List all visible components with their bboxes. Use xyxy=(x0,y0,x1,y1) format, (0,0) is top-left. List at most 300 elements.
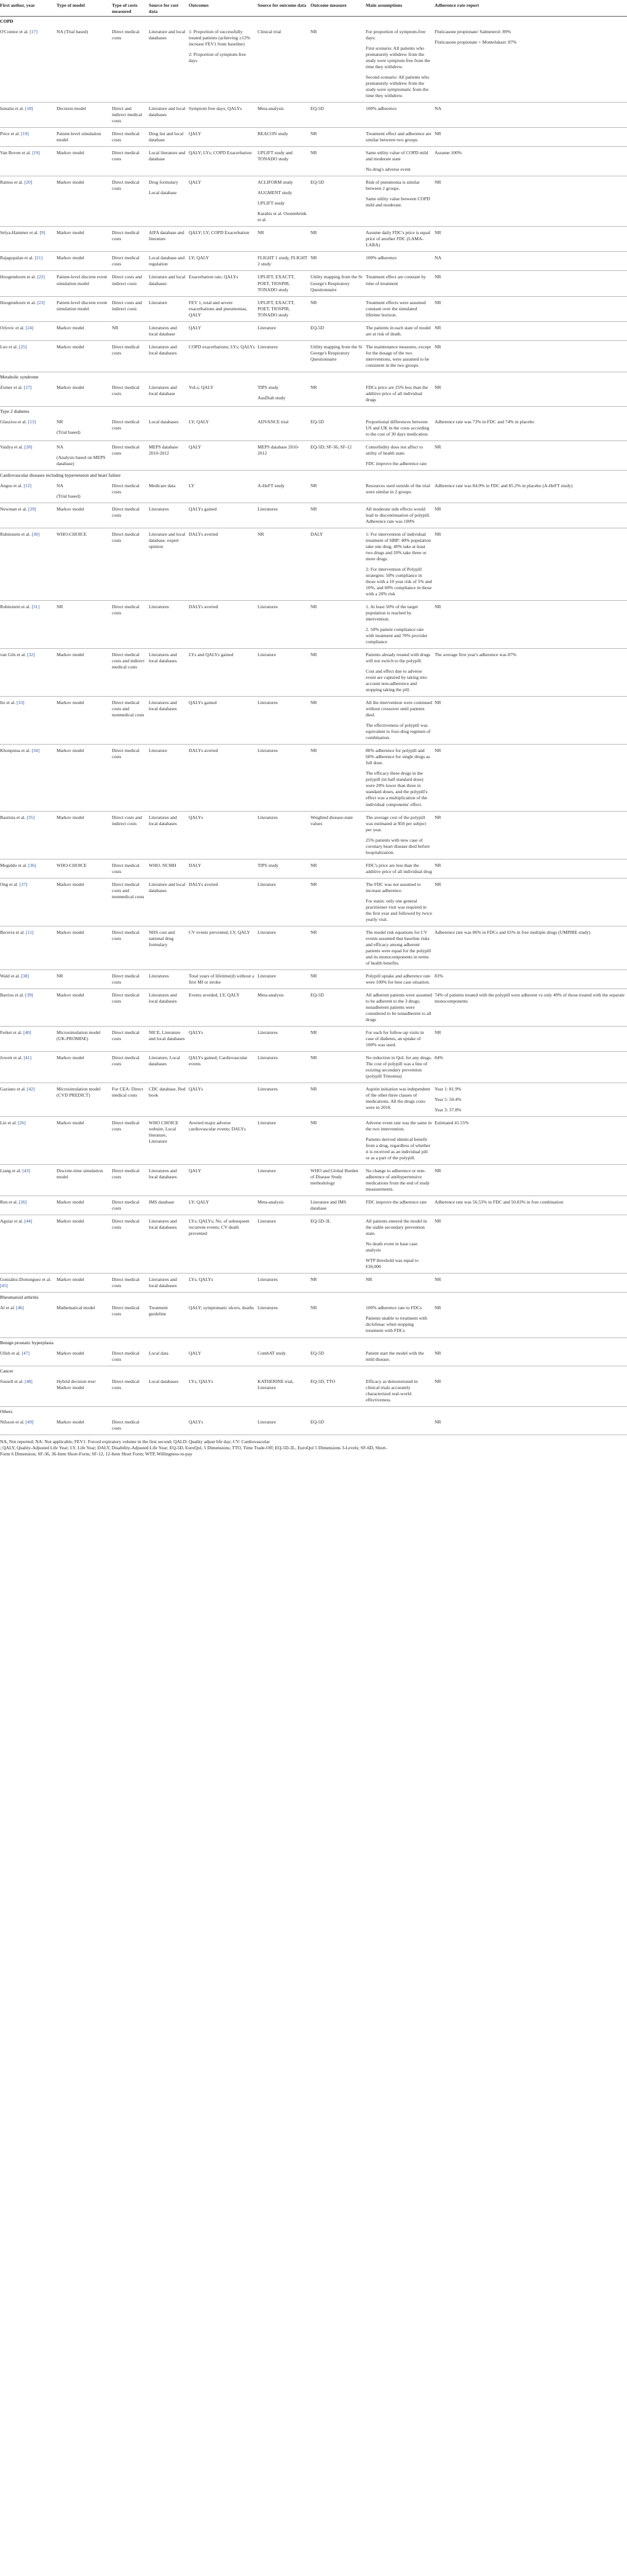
table-cell xyxy=(366,321,435,340)
reference-link[interactable]: [45] xyxy=(0,1283,8,1289)
cell-paragraph: QALY xyxy=(189,131,202,137)
table-cell xyxy=(258,1196,310,1215)
author-name: Ito et al. xyxy=(0,700,17,706)
table-cell xyxy=(57,147,112,176)
table-cell xyxy=(366,811,435,859)
table-cell xyxy=(112,321,149,340)
reference-link[interactable]: [41] xyxy=(23,1054,32,1060)
cell-paragraph: Fluticasone propionate + Montelukast: 87% xyxy=(435,39,517,45)
cell-paragraph: QALYs xyxy=(189,1419,203,1425)
table-cell xyxy=(149,697,189,745)
table-cell xyxy=(310,128,366,147)
cell-paragraph: FEV 1, total and severe exacerbations and pneumonias, QALY xyxy=(189,299,248,318)
cell-paragraph: Literatures and local database xyxy=(149,384,177,396)
cell-paragraph: LYs; QALYs; No. of subsequent recurrent events; CV death prevented xyxy=(189,1218,250,1237)
cell-paragraph: Markov model xyxy=(57,179,84,186)
cell-paragraph: QALY; symptomatic ulcers, deaths xyxy=(189,1305,254,1311)
cell-paragraph: NR xyxy=(435,131,441,137)
cell-paragraph: NR xyxy=(310,881,317,887)
reference-link[interactable]: [25] xyxy=(18,343,27,350)
reference-link[interactable]: [13] xyxy=(28,418,36,425)
reference-link[interactable]: [11] xyxy=(26,929,34,935)
reference-link[interactable]: [37] xyxy=(19,881,28,887)
table-cell xyxy=(310,416,366,441)
cell-paragraph: NA xyxy=(435,255,441,261)
reference-link[interactable]: [47] xyxy=(22,1350,30,1356)
table-cell xyxy=(258,103,310,128)
cell-paragraph: Literatures and local databases xyxy=(149,992,177,1004)
cell-paragraph: 1: Proportion of successfully treated patients (achieving ≥12% increase FEV1 from baseline) xyxy=(189,29,251,47)
table-cell xyxy=(189,416,258,441)
table-cell xyxy=(149,1165,189,1196)
cell-paragraph: Markov model xyxy=(57,992,84,998)
cell-paragraph: No change to adherence or non-adherence of antihypertensive medications from the end of study measurements. xyxy=(366,1168,430,1192)
table-row xyxy=(0,503,627,528)
table-cell xyxy=(310,271,366,296)
table-cell xyxy=(112,382,149,407)
cell-paragraph: NR xyxy=(435,1350,441,1356)
reference-link[interactable]: [22] xyxy=(37,274,45,280)
cell-paragraph: Year 3: 37.8% xyxy=(435,1107,462,1113)
section-heading-row xyxy=(0,1293,627,1302)
table-cell xyxy=(189,601,258,649)
cell-paragraph: The FDC was not assumed to increase adherence. xyxy=(366,881,421,893)
cell-paragraph: Patients derived identical benefit from a drug, regardless of whether it is received as an individual pill or as a part of the polypill. xyxy=(366,1137,431,1161)
cell-paragraph: QALY xyxy=(189,324,202,331)
table-row xyxy=(0,1196,627,1215)
reference-link[interactable]: [34] xyxy=(31,748,40,754)
cell-paragraph: All the intervention were continued without crossover until patients died. xyxy=(366,700,432,718)
cell-paragraph: NR xyxy=(57,604,63,610)
cell-paragraph: 25% patients with new case of coronary heart disease died before hospitalization. xyxy=(366,837,430,855)
cell-paragraph: Direct and indirect medical costs xyxy=(112,106,143,124)
table-cell xyxy=(112,103,149,128)
table-cell xyxy=(149,147,189,176)
table-cell xyxy=(149,321,189,340)
cell-paragraph: Direct medical costs and nonmedical costs xyxy=(112,881,144,899)
cell-paragraph: No death event in base case analysis xyxy=(366,1241,418,1253)
cell-paragraph: NR xyxy=(310,1120,317,1126)
table-cell xyxy=(366,1117,435,1165)
cell-paragraph: 2. 50% patient compliance rate with treatment and 70% provider compliance xyxy=(366,627,428,645)
cell-paragraph: Literatures xyxy=(258,700,278,706)
author-name: Khonputsa et al. xyxy=(0,748,32,754)
cell-paragraph: Mathematical model xyxy=(57,1305,95,1311)
cell-paragraph: NR xyxy=(310,1054,317,1060)
author-cell xyxy=(0,147,57,176)
reference-link[interactable]: [12] xyxy=(23,482,32,488)
cell-paragraph: The efficacy three drugs in the polypill (in half standard dose) were 20% lower than three in standard doses, and the polypill's effect was a multiplication of the individual components' effect. xyxy=(366,770,428,807)
table-row xyxy=(0,1083,627,1117)
cell-paragraph: Direct medical costs xyxy=(112,1120,140,1132)
table-cell xyxy=(435,1165,627,1196)
table-cell xyxy=(258,128,310,147)
cell-paragraph: LYs; QALYs xyxy=(189,1378,213,1384)
table-cell xyxy=(435,1117,627,1165)
table-cell xyxy=(366,271,435,296)
table-cell xyxy=(112,1196,149,1215)
table-row xyxy=(0,296,627,321)
table-cell xyxy=(57,1196,112,1215)
table-cell xyxy=(366,859,435,878)
reference-link[interactable]: [19] xyxy=(32,150,40,156)
cell-paragraph: Direct medical costs xyxy=(112,384,140,396)
cell-paragraph: FDC improve the adherence rate xyxy=(366,460,427,466)
author-cell xyxy=(0,1376,57,1407)
reference-link[interactable]: [43] xyxy=(22,1168,30,1174)
author-name: Megiddo et al. xyxy=(0,862,28,868)
reference-link[interactable]: [17] xyxy=(30,29,37,35)
table-cell xyxy=(435,1215,627,1274)
cell-paragraph: QALY xyxy=(189,1350,202,1356)
cell-paragraph: COPD exacerbations; LYs; QALYs xyxy=(189,343,255,350)
table-cell xyxy=(258,1347,310,1366)
table-cell xyxy=(435,1416,627,1435)
table-cell xyxy=(189,480,258,503)
cell-paragraph: The effectiveness of polypill was equivalent to four-drug regimen of combination. xyxy=(366,722,431,741)
cell-paragraph: Exacerbation rate, QALYs xyxy=(189,274,239,280)
cell-paragraph: Direct medical costs xyxy=(112,179,140,192)
cell-paragraph: FLIGHT 1 study, FLIGHT 2 study xyxy=(258,255,308,267)
reference-link[interactable]: [29] xyxy=(28,506,36,512)
cell-paragraph: FDC improve the adherence rate xyxy=(366,1199,427,1205)
cell-paragraph: Medicare data xyxy=(149,482,176,488)
cell-paragraph: Literatures xyxy=(149,604,169,610)
cell-paragraph: Direct medical costs xyxy=(112,1305,140,1317)
cell-paragraph: LY; QALY xyxy=(189,1199,210,1205)
table-cell xyxy=(112,227,149,252)
cell-paragraph: The average cost of the polypill was estimated at $50 per subject per year. xyxy=(366,814,427,832)
table-cell xyxy=(435,811,627,859)
table-cell xyxy=(258,1165,310,1196)
cell-paragraph: NR xyxy=(435,1305,441,1311)
cell-paragraph: Literatures xyxy=(258,814,278,820)
table-cell xyxy=(310,1196,366,1215)
table-cell xyxy=(435,176,627,227)
reference-link[interactable]: [31] xyxy=(31,604,40,610)
cell-paragraph: Literatures and local databases xyxy=(149,652,177,664)
table-cell xyxy=(112,969,149,989)
table-cell xyxy=(366,480,435,503)
reference-link[interactable]: [46] xyxy=(16,1305,24,1311)
reference-link[interactable]: [9] xyxy=(39,230,45,236)
table-cell xyxy=(366,128,435,147)
author-cell xyxy=(0,1347,57,1366)
section-title: COPD xyxy=(0,18,14,25)
table-cell xyxy=(310,296,366,321)
cell-paragraph: AUGMENT study xyxy=(258,190,293,196)
table-cell xyxy=(189,271,258,296)
table-cell xyxy=(149,926,189,969)
cell-paragraph: EQ-5D; SF-36; SF-12 xyxy=(310,444,352,450)
author-cell xyxy=(0,1274,57,1293)
reference-link[interactable]: [20] xyxy=(24,179,33,186)
table-cell xyxy=(149,382,189,407)
author-name: Zomer et al. xyxy=(0,384,24,390)
table-cell xyxy=(189,1302,258,1337)
section-title: Benign prostatic hyperplasia xyxy=(0,1339,53,1345)
table-cell xyxy=(189,1347,258,1366)
table-cell xyxy=(310,1376,366,1407)
reference-link[interactable]: [36] xyxy=(28,862,36,868)
table-cell xyxy=(149,859,189,878)
table-cell xyxy=(435,1026,627,1051)
author-name: Angus et al. xyxy=(0,482,24,488)
reference-link[interactable]: [49] xyxy=(25,1419,34,1425)
cell-paragraph: NR xyxy=(57,418,63,425)
table-cell xyxy=(189,147,258,176)
cell-paragraph: Literatures and local databases xyxy=(149,1168,177,1180)
cell-paragraph: Literature xyxy=(258,1168,276,1174)
cell-paragraph: Direct medical costs xyxy=(112,1378,140,1390)
table-cell xyxy=(189,926,258,969)
table-cell xyxy=(310,147,366,176)
reference-link[interactable]: [42] xyxy=(26,1086,35,1092)
table-cell xyxy=(310,1274,366,1293)
author-name: Ferket et al. xyxy=(0,1029,23,1035)
column-header: Source for outcome data xyxy=(258,2,310,17)
reference-link[interactable]: [27] xyxy=(23,384,32,390)
cell-paragraph: QALY; LY; COPD Exacerbation xyxy=(189,230,250,236)
table-cell xyxy=(366,440,435,470)
cell-paragraph: All adherent patients were assumed to be adherent to the 3 drugs; nonadherent patients were considered to be nonadherent to all drugs xyxy=(366,992,432,1022)
reference-link[interactable]: [18] xyxy=(25,106,33,112)
table-row xyxy=(0,26,627,103)
table-cell xyxy=(112,252,149,271)
table-cell xyxy=(435,528,627,600)
table-cell xyxy=(189,503,258,528)
table-row xyxy=(0,1165,627,1196)
cell-paragraph: Literature, Local databases xyxy=(149,1054,181,1067)
table-row xyxy=(0,811,627,859)
cell-paragraph: Assume 100% xyxy=(435,150,462,156)
table-cell xyxy=(366,1416,435,1435)
table-cell xyxy=(258,926,310,969)
cell-paragraph: TIPS study xyxy=(258,862,278,868)
column-header: First author, year xyxy=(0,2,57,17)
table-cell xyxy=(189,697,258,745)
table-cell xyxy=(57,26,112,103)
table-cell xyxy=(112,1051,149,1082)
table-row xyxy=(0,1302,627,1337)
author-name: Glasziou et al. xyxy=(0,418,28,425)
table-cell xyxy=(149,480,189,503)
cell-paragraph: Patient-level discrete event simulation model xyxy=(57,274,108,286)
cell-paragraph: Drug formulary xyxy=(149,179,178,186)
reference-link[interactable]: [35] xyxy=(26,814,35,820)
table-cell xyxy=(310,859,366,878)
table-cell xyxy=(258,503,310,528)
cell-paragraph: Direct medical costs xyxy=(112,929,140,941)
author-cell xyxy=(0,176,57,227)
reference-link[interactable]: [28] xyxy=(24,444,33,450)
table-cell xyxy=(366,26,435,103)
table-cell xyxy=(310,1215,366,1274)
reference-link[interactable]: [38] xyxy=(21,973,30,979)
author-name: Rajagopalan et al. xyxy=(0,255,35,261)
cell-paragraph: Literatures and local databases xyxy=(149,700,177,712)
table-cell xyxy=(112,601,149,649)
reference-link[interactable]: [32] xyxy=(27,652,35,658)
cell-paragraph: NR xyxy=(435,274,441,280)
cell-paragraph: EQ-5D xyxy=(310,179,324,186)
cell-paragraph: QALYs gained; Cardiovascular events xyxy=(189,1054,248,1067)
cell-paragraph: Efficacy as demonstrated in clinical trials accurately characterized real-world effectiveness. xyxy=(366,1378,418,1403)
reference-link[interactable]: [48] xyxy=(25,1378,33,1384)
reference-link[interactable]: [23] xyxy=(37,299,45,305)
table-cell xyxy=(366,176,435,227)
table-cell xyxy=(435,416,627,441)
reference-link[interactable]: [26] xyxy=(18,1120,26,1126)
cell-paragraph: Literatures xyxy=(258,748,278,754)
cell-paragraph: Literature xyxy=(258,881,276,887)
reference-link[interactable]: [44] xyxy=(24,1218,33,1224)
table-cell xyxy=(189,227,258,252)
section-title: Others xyxy=(0,1408,13,1414)
cell-paragraph: Direct medical costs xyxy=(112,418,140,431)
reference-link[interactable]: [30] xyxy=(31,531,40,537)
table-cell xyxy=(149,416,189,441)
cell-paragraph: NA xyxy=(57,444,63,450)
table-row xyxy=(0,176,627,227)
cell-paragraph: Comorbidity does not affect to utility of health state. xyxy=(366,444,424,456)
table-cell xyxy=(149,340,189,372)
table-cell xyxy=(112,503,149,528)
cell-paragraph: Markov model xyxy=(57,1120,84,1126)
cell-paragraph: Treatment effect and adherence are similar between two groups xyxy=(366,131,432,143)
table-cell xyxy=(258,1302,310,1337)
cell-paragraph: NR xyxy=(310,1029,317,1035)
cell-paragraph: (Analysis based on MEPS database) xyxy=(57,454,106,466)
cell-paragraph: NR xyxy=(435,531,441,537)
cell-paragraph: Direct costs and indirect costs xyxy=(112,299,142,311)
author-cell xyxy=(0,382,57,407)
column-header: Main assumptions xyxy=(366,2,435,17)
cell-paragraph: FDC's price are less than the additive price of all individual drug xyxy=(366,862,432,874)
table-cell xyxy=(189,1051,258,1082)
table-cell xyxy=(149,503,189,528)
table-cell xyxy=(57,649,112,697)
table-cell xyxy=(310,969,366,989)
cell-paragraph: EQ-5D xyxy=(310,418,324,425)
reference-link[interactable]: [24] xyxy=(25,324,34,331)
cell-paragraph: Literatures xyxy=(258,343,278,350)
cell-paragraph: Adverse event rate was the same in the two intervention. xyxy=(366,1120,432,1132)
cell-paragraph: Literature xyxy=(258,929,276,935)
table-cell xyxy=(189,649,258,697)
cell-paragraph: Markov model xyxy=(57,652,84,658)
header-row xyxy=(0,2,627,17)
section-heading-row xyxy=(0,406,627,416)
author-cell xyxy=(0,1196,57,1215)
cell-paragraph: QALYs gained xyxy=(189,506,217,512)
table-cell xyxy=(258,416,310,441)
cell-paragraph: NR xyxy=(435,1277,441,1283)
section-title: Cancer xyxy=(0,1368,14,1374)
table-cell xyxy=(189,878,258,926)
cell-paragraph: Markov model xyxy=(57,230,84,236)
cell-paragraph: ACLIFORM study xyxy=(258,179,293,186)
cell-paragraph: Meta-analysis xyxy=(258,1199,284,1205)
reference-link[interactable]: [19] xyxy=(21,131,29,137)
cell-paragraph: Literatures and local databases xyxy=(149,814,177,826)
table-row xyxy=(0,649,627,697)
table-cell xyxy=(435,969,627,989)
author-cell xyxy=(0,1051,57,1082)
table-cell xyxy=(310,252,366,271)
cell-paragraph: NR xyxy=(435,814,441,820)
table-cell xyxy=(112,528,149,600)
cost-effectiveness-table xyxy=(0,2,627,1435)
reference-link[interactable]: [26] xyxy=(18,1199,27,1205)
author-cell xyxy=(0,989,57,1026)
cell-paragraph: Same utility value of COPD mild and moderate state xyxy=(366,150,428,162)
table-body xyxy=(0,17,627,1435)
cell-paragraph: QALY; LYs; COPD Exacerbation xyxy=(189,150,252,156)
cell-paragraph: Markov model xyxy=(57,150,84,156)
cell-paragraph: Markov model xyxy=(57,343,84,350)
author-name: Orlovic et al. xyxy=(0,324,26,331)
table-cell xyxy=(189,859,258,878)
cell-paragraph: QALYs xyxy=(189,814,203,820)
table-cell xyxy=(149,528,189,600)
author-cell xyxy=(0,1117,57,1165)
author-cell xyxy=(0,103,57,128)
table-cell xyxy=(149,1274,189,1293)
cell-paragraph: Clinical trial xyxy=(258,29,282,35)
table-cell xyxy=(435,859,627,878)
column-header: Type of costs measured xyxy=(112,2,149,17)
reference-link[interactable]: [21] xyxy=(34,255,43,261)
cell-paragraph: Polypill uptake and adherence rate were 100% for best case situation. xyxy=(366,973,431,985)
cell-paragraph: Utility mapping from the St George's Respiratory Questionnaire xyxy=(310,274,363,292)
table-cell xyxy=(435,147,627,176)
cell-paragraph: IMS database xyxy=(149,1199,175,1205)
cell-paragraph: Risk of pneumonia is similar between 2 groups. xyxy=(366,179,420,192)
table-cell xyxy=(149,176,189,227)
cell-paragraph: QALYs xyxy=(189,1086,203,1092)
cell-paragraph: WTP threshold was equal to €30,000 xyxy=(366,1258,419,1270)
table-cell xyxy=(149,1026,189,1051)
table-cell xyxy=(258,1215,310,1274)
table-cell xyxy=(57,1416,112,1435)
author-cell xyxy=(0,26,57,103)
cell-paragraph: Markov model xyxy=(57,1277,84,1283)
section-title: Cardiovascular diseases including hypertension and heart failure xyxy=(0,472,121,478)
table-cell xyxy=(189,128,258,147)
table-cell xyxy=(258,147,310,176)
cell-paragraph: Literatures xyxy=(149,506,169,512)
cell-paragraph: Direct medical costs xyxy=(112,255,140,267)
cell-paragraph: NR xyxy=(435,343,441,350)
table-cell xyxy=(258,440,310,470)
cell-paragraph: NR xyxy=(310,230,317,236)
reference-link[interactable]: [33] xyxy=(17,700,25,706)
table-cell xyxy=(189,1117,258,1165)
table-cell xyxy=(57,1302,112,1337)
cell-paragraph: LYs; QALYs xyxy=(189,1277,213,1283)
reference-link[interactable]: [40] xyxy=(23,1029,31,1035)
table-row xyxy=(0,601,627,649)
reference-link[interactable]: [39] xyxy=(25,992,33,998)
table-cell xyxy=(310,103,366,128)
cell-paragraph: Estimated 41.55% xyxy=(435,1120,469,1126)
table-cell xyxy=(112,1117,149,1165)
table-cell xyxy=(310,649,366,697)
table-cell xyxy=(435,296,627,321)
cell-paragraph: NR xyxy=(310,1305,317,1311)
cell-paragraph: Markov model xyxy=(57,881,84,887)
